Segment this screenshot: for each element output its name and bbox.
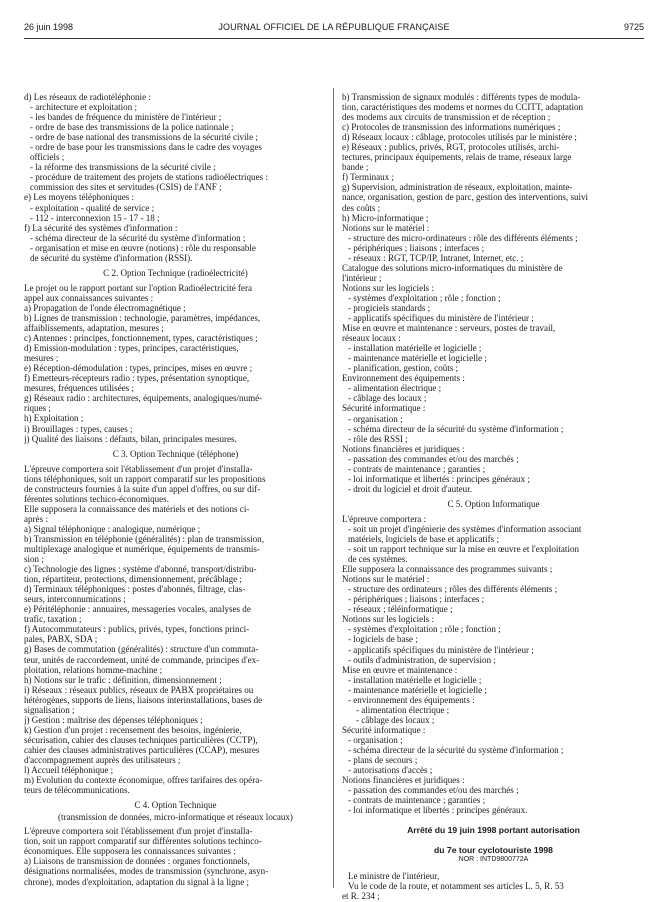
text-line: des coûts ; <box>342 202 381 213</box>
text-line: h) Exploitation ; <box>24 413 84 424</box>
text-line: - planification, gestion, coûts ; <box>348 363 459 374</box>
text-line: signalisation ; <box>24 704 75 715</box>
text-line: bande ; <box>342 162 369 173</box>
arrete-nor: NOR : INTD9800772A <box>458 856 529 864</box>
section-heading: C 5. Option Informatique <box>447 498 540 509</box>
text-line: pales, PABX, SDA ; <box>24 634 98 645</box>
page-header <box>24 22 644 36</box>
text-line: tion, répartiteur, protections, dimensionnement, précâblage ; <box>24 574 242 585</box>
text-line: f) Autocommutateurs : publics, privés, types, fonctions princi- <box>24 624 250 635</box>
text-line: - ordre de base national des transmissions de la sécurité civile ; <box>30 132 258 143</box>
text-line: - la réforme des transmissions de la sécurité civile ; <box>30 162 216 173</box>
text-line: d'accompagnement auprès des utilisateurs ; <box>24 755 181 765</box>
column-divider <box>333 88 334 888</box>
text-line: appel aux connaissances suivantes : <box>24 292 154 303</box>
text-line: e) Réseaux : publics, privés, RGT, protocoles utilisés, archi- <box>342 142 560 153</box>
text-line: a) Liaisons de transmission de données : organes fonctionnels, <box>24 856 250 867</box>
text-line: - schéma directeur de la sécurité du système d'information ; <box>30 232 246 243</box>
text-line: f) Terminaux ; <box>342 172 394 183</box>
text-line: b) Transmission de signaux modulés : différents types de modula- <box>342 92 581 102</box>
header-rule <box>24 38 644 39</box>
text-line: mesures ; <box>24 353 59 364</box>
text-line: tion, caractéristiques des modems et normes du CCITT, adaptation <box>342 102 584 113</box>
text-line: Sécurité informatique : <box>342 403 426 414</box>
text-line: officiels ; <box>30 152 65 163</box>
text-line: - applicatifs spécifiques du ministère de l'intérieur ; <box>348 313 534 324</box>
text-line: - périphériques ; liaisons ; interfaces ; <box>348 594 485 605</box>
text-line: e) Les moyens téléphoniques : <box>24 192 135 203</box>
right-column <box>342 92 645 902</box>
text-line: - organisation ; <box>348 413 403 424</box>
text-line: d) Terminaux téléphoniques : postes d'abonnés, filtrage, clas- <box>24 584 246 595</box>
text-line: c) Antennes : principes, fonctionnement, types, caractéristiques ; <box>24 333 258 344</box>
text-line: - passation des commandes et/ou des marchés ; <box>348 453 519 464</box>
text-line: b) Transmission en téléphonie (généralités) : plan de transmission, <box>24 533 264 544</box>
text-line: h) Notions sur le trafic : définition, dimensionnement ; <box>24 674 222 685</box>
text-line: - soit un projet d'ingénierie des systèmes d'information associant <box>348 523 582 534</box>
text-line: - environnement des équipements : <box>348 694 475 705</box>
text-line: d) Réseaux locaux : câblage, protocoles utilisés par le ministère ; <box>342 132 577 143</box>
text-line: - 112 - interconnexion 15 - 17 - 18 ; <box>30 212 160 223</box>
text-line: férentes solutions techico-économiques. <box>24 493 169 504</box>
text-line: - contrats de maintenance ; garanties ; <box>348 463 486 474</box>
arrete-body-line: et R. 234 ; <box>342 891 380 902</box>
text-line: b) Lignes de transmission : technologie, paramètres, impédances, <box>24 312 261 323</box>
text-line: a) Signal téléphonique : analogique, numérique ; <box>24 523 201 534</box>
text-line: - installation matérielle et logicielle ; <box>348 674 482 685</box>
text-line: i) Réseaux : réseaux publics, réseaux de PABX propriétaires ou <box>24 684 254 695</box>
text-line: - câblage des locaux ; <box>356 714 435 725</box>
text-line: chrone), modes d'exploitation, adaptation du signal à la ligne ; <box>24 876 249 887</box>
text-line: teurs de télécommunications. <box>24 785 130 796</box>
text-line: L'épreuve comportera : <box>342 513 427 524</box>
text-line: tions téléphoniques, soit un rapport comparatif sur les propositions <box>24 473 266 484</box>
text-line: - loi informatique et libertés : principes généraux. <box>348 805 528 816</box>
text-line: Notions financières et juridiques : <box>342 443 465 454</box>
text-line: seurs, interconnumications ; <box>24 594 126 605</box>
text-line: j) Qualité des liaisons : défauts, bilan, principales mesures. <box>24 433 237 444</box>
text-line: L'épreuve comportera soit l'établissement d'un projet d'installa- <box>24 463 253 474</box>
text-line: de constructeurs fournies à la suite d'un appel d'offres, ou sur dif- <box>24 483 261 494</box>
text-line: l'intérieur ; <box>342 272 382 283</box>
left-column <box>24 92 327 887</box>
text-line: multiplexage analogique et numérique, équipements de transmis- <box>24 544 260 555</box>
header-journal-title: JOURNAL OFFICIEL DE LA RÉPUBLIQUE FRANÇAISE <box>218 22 450 32</box>
text-line: l) Accueil téléphonique ; <box>24 765 114 776</box>
text-line: k) Gestion d'un projet : recensement des besoins, ingénierie, <box>24 724 242 735</box>
text-line: Environnement des équipements : <box>342 373 465 384</box>
text-line: Elle supposera la connaissance des matériels et des notions ci- <box>24 503 250 514</box>
text-line: Notions sur le matériel : <box>342 574 430 585</box>
text-line: - ordre de base des transmissions de la police nationale ; <box>30 122 234 133</box>
text-line: désignations normalisées, modes de transmission (synchrone, asyn- <box>24 866 269 877</box>
text-line: - contrats de maintenance ; garanties ; <box>348 795 486 806</box>
text-line: d) Emission-modulation : types, principes, caractéristiques, <box>24 343 239 354</box>
text-line: teur, unités de raccordement, unité de commande, principes d'ex- <box>24 654 260 665</box>
text-line: Notions sur le matériel : <box>342 222 430 233</box>
text-line: économiques. Elle supposera les connaissances suivantes : <box>24 846 236 857</box>
text-line: nance, organisation, gestion de parc, gestion des interventions, suivi <box>342 192 589 203</box>
text-line: - les bandes de fréquence du ministère de l'intérieur ; <box>30 112 222 123</box>
text-line: Elle supposera la connaissance des programmes suivants ; <box>342 564 553 575</box>
section-heading: C 4. Option Technique <box>134 800 217 811</box>
text-line: Le projet ou le rapport portant sur l'option Radioélectricité fera <box>24 282 252 293</box>
text-line: i) Brouillages : types, causes ; <box>24 423 133 434</box>
text-line: sécurisation, cahier des clauses techniques particulières (CCTP), <box>24 734 258 745</box>
text-line: - logiciels de base ; <box>348 634 418 645</box>
text-line: trafic, taxation ; <box>24 614 82 625</box>
header-page-number: 9725 <box>623 22 644 32</box>
text-line: c) Technologie des lignes : système d'abonné, transport/distribu- <box>24 564 257 575</box>
text-line: - systèmes d'exploitation ; rôle ; fonction ; <box>348 292 501 303</box>
text-line: - réseaux ; téléinformatique ; <box>348 604 453 615</box>
text-line: tion, soit un rapport comparatif sur différentes solutions techinco- <box>24 836 262 847</box>
text-line: c) Protocoles de transmission des informations numériques ; <box>342 122 561 133</box>
text-line: f) Emetteurs-récepteurs radio : types, présentation synoptique, <box>24 373 250 384</box>
text-line: - loi informatique et libertés : principes généraux ; <box>348 473 530 484</box>
text-line: après : <box>24 513 48 524</box>
text-line: - organisation ; <box>348 734 403 745</box>
text-line: j) Gestion : maîtrise des dépenses téléphoniques ; <box>24 714 203 725</box>
arrete-title-line2: du 7e tour cyclotouriste 1998 <box>434 845 553 856</box>
text-line: de sécurité du système d'information (RSSI). <box>30 252 193 263</box>
text-line: des modems aux circuits de transmission et de réception ; <box>342 112 551 123</box>
arrete-title-line1: Arrêté du 19 juin 1998 portant autorisation <box>407 825 580 836</box>
text-line: matériels, logiciels de base et applicatifs ; <box>348 534 499 545</box>
text-line: - périphériques ; liaisons ; interfaces ; <box>348 242 485 253</box>
text-line: - soit un rapport technique sur la mise en œuvre et l'exploitation <box>348 544 580 555</box>
text-line: Notions sur les logiciels : <box>342 614 434 625</box>
arrete-body-line: Vu le code de la route, et notamment ses articles L. 5, R. 53 <box>348 881 564 892</box>
text-line: - ordre de base pour les transmissions dans le cadre des voyages <box>30 142 262 153</box>
text-line: ploitation, relations homme-machine ; <box>24 664 163 675</box>
text-line: tectures, principaux équipements, relais de trame, réseaux large <box>342 152 572 163</box>
text-line: - plans de secours ; <box>348 755 418 766</box>
header-date: 26 juin 1998 <box>24 22 74 32</box>
text-line: - progiciels standards ; <box>348 302 431 313</box>
text-line: riques ; <box>24 403 51 414</box>
text-line: cahier des clauses administratives particulières (CCAP), mesures <box>24 744 260 755</box>
text-line: commission des sites et servitudes (CSIS) de l'ANF ; <box>30 182 222 193</box>
text-line: - architecture et exploitation ; <box>30 102 138 113</box>
arrete-body <box>342 871 645 901</box>
text-line: - droit du logiciel et droit d'auteur. <box>348 483 472 494</box>
text-line: - organisation et mise en œuvre (notions) : rôle du responsable <box>30 242 256 253</box>
text-line: - maintenance matérielle et logicielle ; <box>348 684 487 695</box>
text-line: - outils d'administration, de supervision ; <box>348 654 496 665</box>
text-line: g) Supervision, administration de réseaux, exploitation, mainte- <box>342 182 573 193</box>
text-line: - alimentation électrique ; <box>348 383 442 394</box>
text-line: - systèmes d'exploitation ; rôle ; fonction ; <box>348 624 501 635</box>
text-line: - installation matérielle et logicielle ; <box>348 343 482 354</box>
text-line: Mise en œuvre et maintenance : serveurs, postes de travail, <box>342 323 556 334</box>
text-line: - structure des micro-ordinateurs : rôle des différents éléments ; <box>348 232 578 243</box>
text-line: - structure des ordinateurs ; rôles des différents éléments ; <box>348 584 558 595</box>
text-line: L'épreuve comportera soit l'établissement d'un projet d'installa- <box>24 826 253 837</box>
text-line: Mise en œuvre et maintenance : <box>342 664 458 675</box>
text-line: a) Propagation de l'onde électromagnétique ; <box>24 302 186 313</box>
text-line: Notions sur les logiciels : <box>342 282 434 293</box>
text-line: - câblage des locaux ; <box>348 393 427 404</box>
text-line: Catalogue des solutions micro-informatiques du ministère de <box>342 262 563 273</box>
arrete-body-line: Le ministre de l'intérieur, <box>348 871 440 882</box>
text-line: - alimentation électrique ; <box>356 704 450 715</box>
text-line: - schéma directeur de la sécurité du système d'information ; <box>348 745 564 755</box>
text-line: - maintenance matérielle et logicielle ; <box>348 353 487 364</box>
text-line: h) Micro-informatique ; <box>342 212 429 223</box>
right-column-text <box>342 92 645 815</box>
text-line: e) Réception-démodulation : types, principes, mises en œuvre ; <box>24 363 253 374</box>
text-line: Sécurité informatique : <box>342 724 426 735</box>
text-line: f) La sécurité des systèmes d'information : <box>24 222 178 233</box>
text-line: - autorisations d'accès ; <box>348 765 433 776</box>
text-line: - schéma directeur de la sécurité du système d'information ; <box>348 423 564 434</box>
text-line: - rôle des RSSI ; <box>348 433 408 444</box>
section-heading: C 2. Option Technique (radioélectricité) <box>103 267 248 278</box>
text-line: de ces systèmes. <box>348 554 408 565</box>
text-line: g) Bases de commutation (généralités) : structure d'un commuta- <box>24 644 259 655</box>
text-line: d) Les réseaux de radiotéléphonie : <box>24 92 151 102</box>
text-line: g) Réseaux radio : architectures, équipements, analogiques/numé- <box>24 393 263 404</box>
text-line: affaiblissements, adaptation, mesures ; <box>24 323 164 334</box>
text-line: - passation des commandes et/ou des marchés ; <box>348 785 519 796</box>
text-line: hétérogènes, supports de liens, liaisons interinstallations, bases de <box>24 694 263 705</box>
text-line: réseaux locaux : <box>342 333 401 344</box>
text-line: - procédure de traitement des projets de stations radioélectriques : <box>30 172 268 183</box>
text-line: mesures, fréquences utilisées ; <box>24 383 135 394</box>
text-line: - réseaux : RGT, TCP/IP, Intranet, Internet, etc. ; <box>348 252 524 263</box>
text-line: sion ; <box>24 554 44 565</box>
text-line: - applicatifs spécifiques du ministère de l'intérieur ; <box>348 644 534 655</box>
section-subheading: (transmission de données, micro-informatique et réseaux locaux) <box>58 812 293 823</box>
text-line: Notions financières et juridiques : <box>342 775 465 786</box>
text-line: m) Evolution du contexte économique, offres tarifaires des opéra- <box>24 775 263 786</box>
text-line: - exploitation - qualité de service ; <box>30 202 155 213</box>
section-heading: C 3. Option Technique (téléphone) <box>112 448 239 459</box>
text-line: e) Péritéléphonie : annuaires, messageries vocales, analyses de <box>24 604 251 615</box>
